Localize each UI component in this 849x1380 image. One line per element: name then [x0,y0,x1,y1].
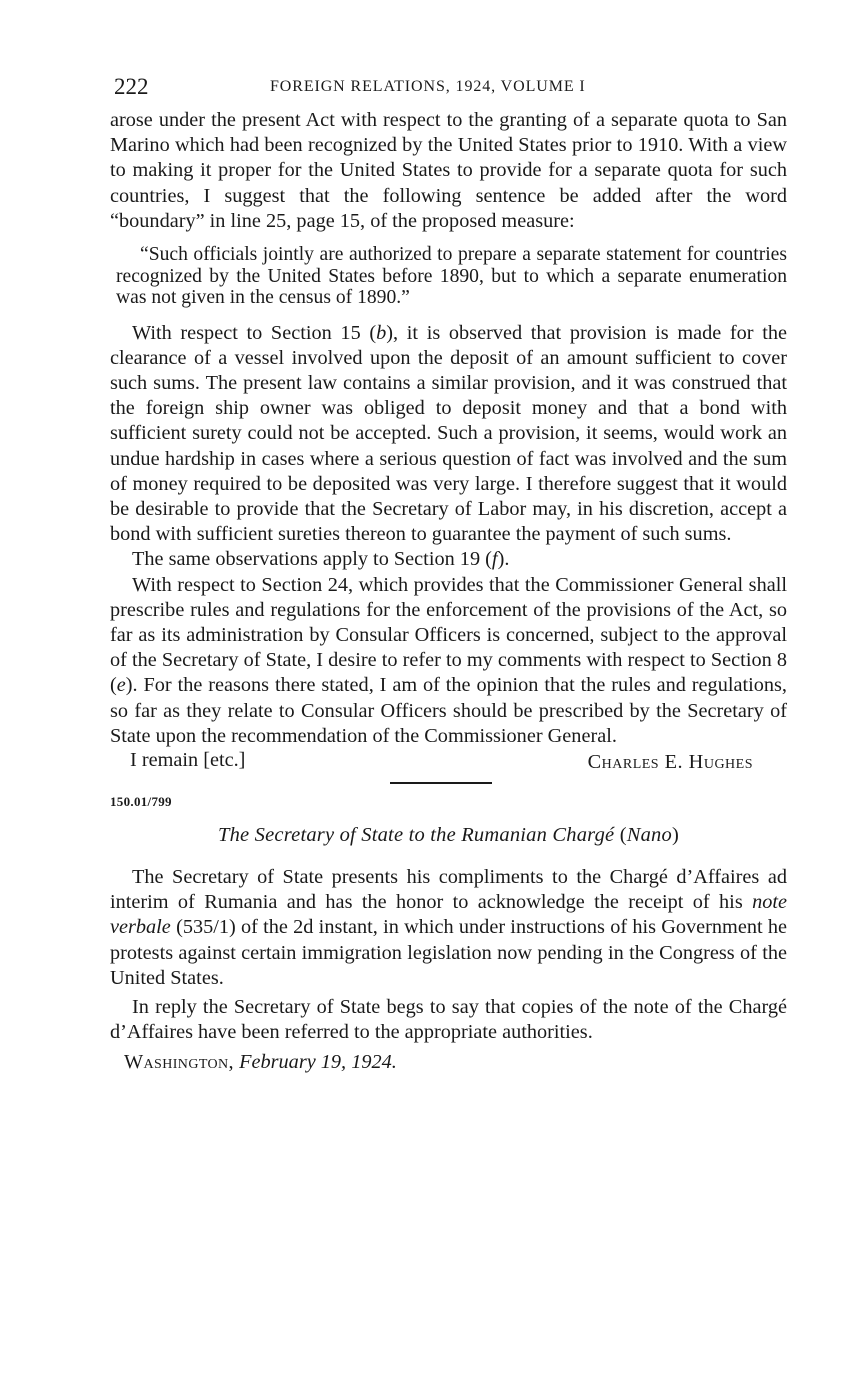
title-paren-close: ) [671,823,679,846]
letter-paragraph-section-24: With respect to Section 24, which provides that the Commissioner General shall prescribe rules and regulations for the enforcement of the provisions of the Act, so far as its administration by Consular Officers is concerned, subject to the approval of the Secretary of State, I desire to refer to my comments with respect to Section 8 (e). For the reasons there stated, I am of the opinion that the rules and regulations, so far as they relate to Consular Officers should be prescribed by the Secretary of State upon the recommendation of the Commissioner General. [110,573,787,747]
note-para1-end: (535/1) of the 2d instant, in which under instructions of his Government he protests against certain immigration legislation now pending in the Congress of the United States. [110,916,787,989]
title-main: The Secretary of State to the Rumanian Chargé [218,823,615,846]
document-title [110,824,787,847]
letter-paragraph-continued: arose under the present Act with respect to the granting of a separate quota to San Marino which had been recognized by the United States prior to 1910. With a view to making it proper for the United States to provide for a separate quota for such countries, I suggest that the following sentence be added after the word “boundary” in line 25, page 15, of the proposed measure: [110,109,787,232]
letter-paragraph-section-19: The same observations apply to Section 19 (f). [132,548,510,571]
note-paragraph-1 [110,865,787,991]
title-paren-open: ( [619,823,627,846]
letter-paragraph-section-15: With respect to Section 15 (b), it is observed that provision is made for the clearance of a vessel involved upon the deposit of an amount sufficient to cover such sums. The present law contains a similar provision, and it was construed that the foreign ship owner was obliged to deposit money and that a bond with sufficient surety could not be accepted. Such a provision, it seems, would work an undue hardship in cases where a serious question of fact was involved and the sum of money required to be deposited was very large. I therefore suggest that it would be desirable to provide that the Secretary of Labor may, in his discretion, accept a bond with sufficient sureties thereon to guarantee the payment of such sums. [110,321,787,546]
dateline [110,1051,787,1074]
note-para1-start: The Secretary of State presents his compliments to the Chargé d’Affaires ad interim of Rumania and has the honor to acknowledge the receipt of his [110,865,787,914]
section-divider [390,782,492,784]
page-number: 222 [114,74,149,99]
page-header [110,72,787,108]
closing-phrase: I remain [etc.] [130,748,246,771]
document-page [110,72,787,1074]
file-number: 150.01/799 [110,793,172,809]
proposed-sentence-quote: “Such officials jointly are authorized to prepare a separate statement for countries recognized by the United States before 1890, but to which a separate enumeration was not given in the census of 1890.” [116,244,787,309]
running-head: FOREIGN RELATIONS, 1924, VOLUME I [270,78,586,95]
signature: Charles E. Hughes [587,750,753,773]
letter-closing [110,749,787,776]
dateline-date: February 19, 1924. [239,1051,397,1074]
title-name: Nano [626,823,672,846]
note-para1-italic: note verbale [110,891,787,939]
dateline-place: Washington, [124,1051,235,1074]
note-paragraph-2: In reply the Secretary of State begs to say that copies of the note of the Chargé d’Affaires have been referred to the appropriate authorities. [110,995,787,1044]
